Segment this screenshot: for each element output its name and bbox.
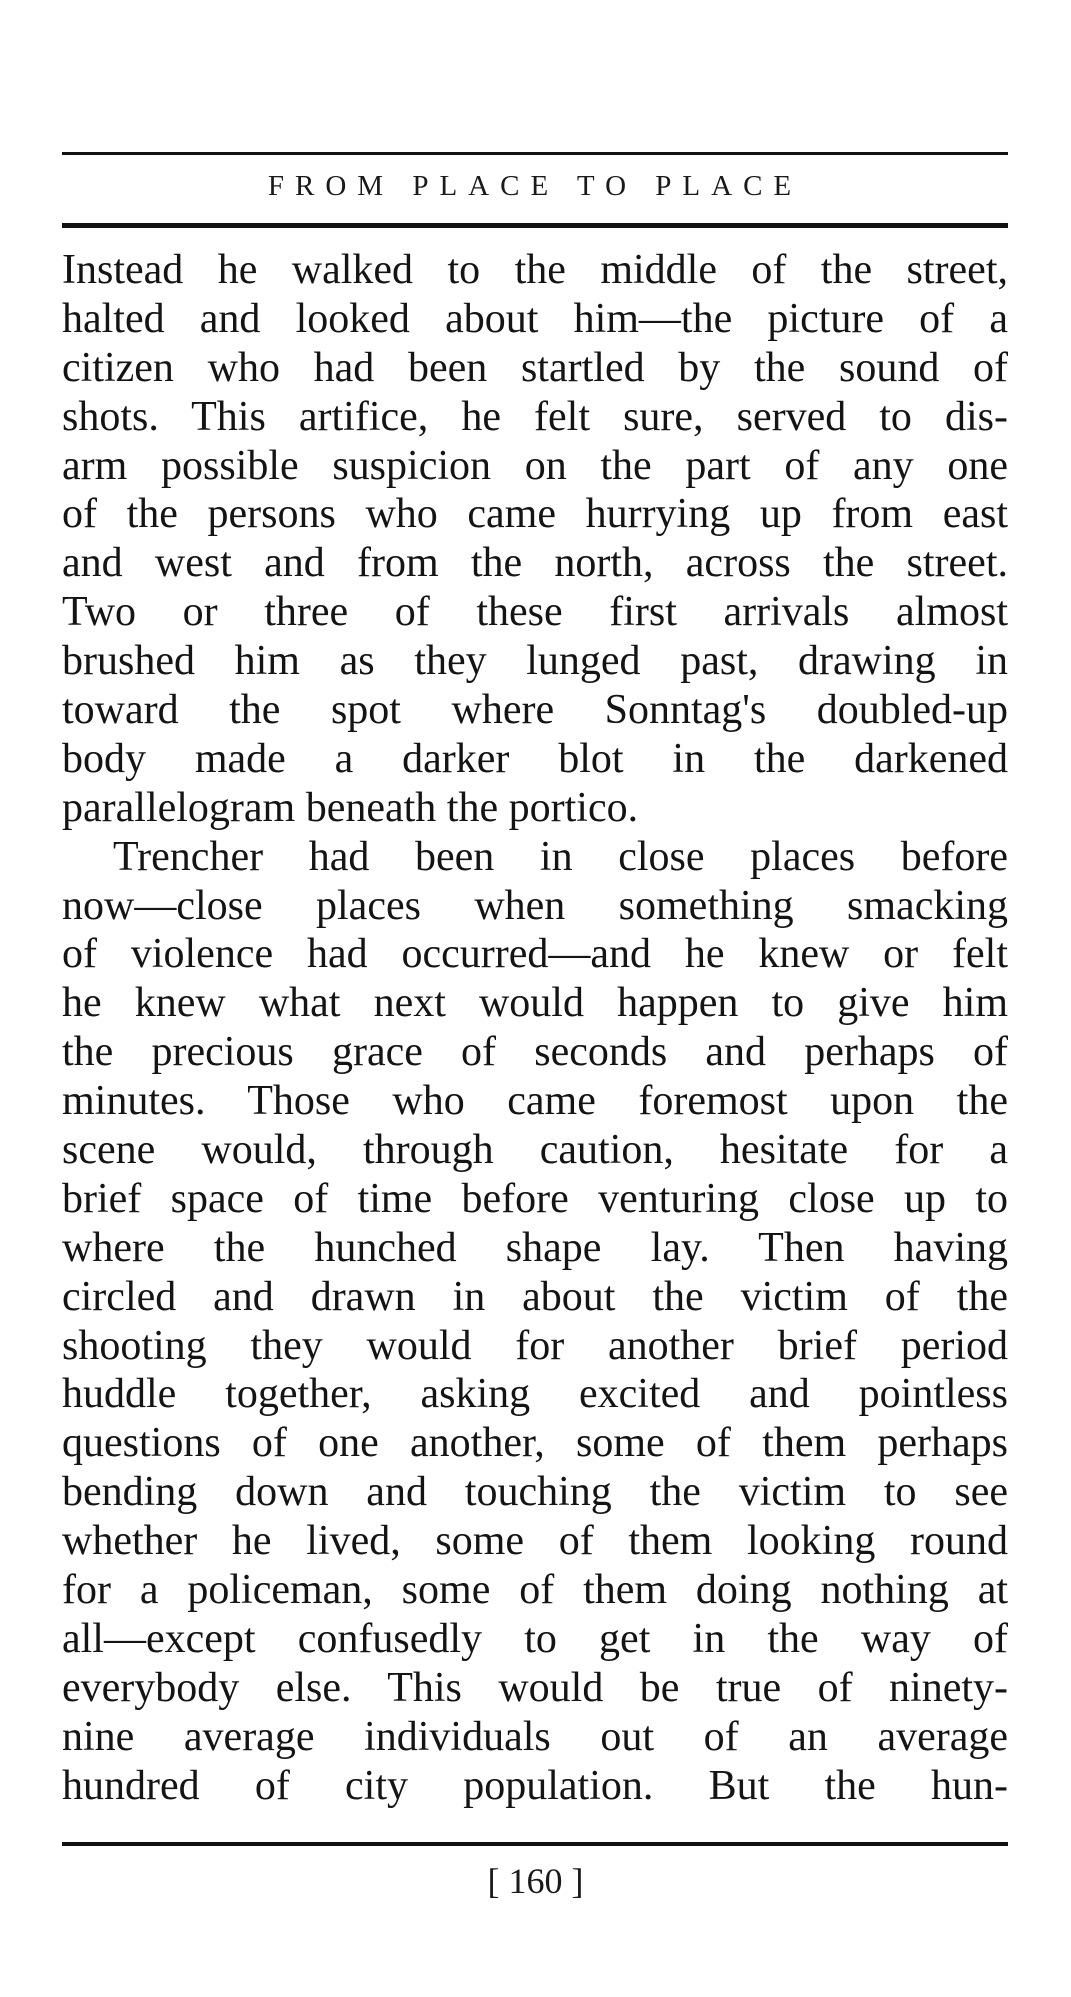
text-line: hundred of city population. But the hun- <box>62 1762 1008 1809</box>
text-line: and west and from the north, across the street. <box>62 540 1008 587</box>
text-line: the precious grace of seconds and perhaps of <box>62 1029 1008 1076</box>
header-bottom-rule <box>62 223 1008 228</box>
text-line: of the persons who came hurrying up from east <box>62 491 1008 538</box>
text-line: Two or three of these first arrivals almost <box>62 589 1008 636</box>
text-line: bending down and touching the victim to see <box>62 1469 1008 1516</box>
body-text <box>62 246 1008 1811</box>
text-line: huddle together, asking excited and pointless <box>62 1371 1008 1418</box>
text-line: where the hunched shape lay. Then having <box>62 1224 1008 1271</box>
text-line: he knew what next would happen to give him <box>62 980 1008 1027</box>
text-line: all—except confusedly to get in the way of <box>62 1615 1008 1662</box>
header-top-rule <box>62 152 1008 155</box>
text-line: brushed him as they lunged past, drawing in <box>62 638 1008 685</box>
text-line: circled and drawn in about the victim of the <box>62 1273 1008 1320</box>
text-line: halted and looked about him—the picture of a <box>62 295 1008 342</box>
text-line: citizen who had been startled by the sound of <box>62 344 1008 391</box>
text-line: now—close places when something smacking <box>62 882 1008 929</box>
text-line: shots. This artifice, he felt sure, served to dis- <box>62 393 1008 440</box>
text-line: everybody else. This would be true of ninety- <box>62 1664 1008 1711</box>
text-line: body made a darker blot in the darkened <box>62 735 1008 782</box>
page-number: [ 160 ] <box>487 1861 584 1901</box>
text-line: whether he lived, some of them looking round <box>62 1518 1008 1565</box>
text-line: minutes. Those who came foremost upon the <box>62 1078 1008 1125</box>
text-line: Trencher had been in close places before <box>113 833 1008 880</box>
text-line: questions of one another, some of them perhaps <box>62 1420 1008 1467</box>
text-line: toward the spot where Sonntag's doubled-up <box>62 687 1008 734</box>
running-head: FROM PLACE TO PLACE <box>267 170 803 202</box>
text-line: for a policeman, some of them doing nothing at <box>62 1567 1008 1614</box>
text-line: arm possible suspicion on the part of any one <box>62 442 1008 489</box>
footer-rule <box>62 1842 1008 1846</box>
text-line: brief space of time before venturing close up to <box>62 1175 1008 1222</box>
text-line: of violence had occurred—and he knew or felt <box>62 931 1008 978</box>
text-line: shooting they would for another brief period <box>62 1322 1008 1369</box>
text-line: parallelogram beneath the portico. <box>62 784 639 831</box>
text-line: nine average individuals out of an average <box>62 1713 1008 1760</box>
text-line: scene would, through caution, hesitate for a <box>62 1127 1008 1174</box>
text-line: Instead he walked to the middle of the street, <box>62 247 1008 293</box>
